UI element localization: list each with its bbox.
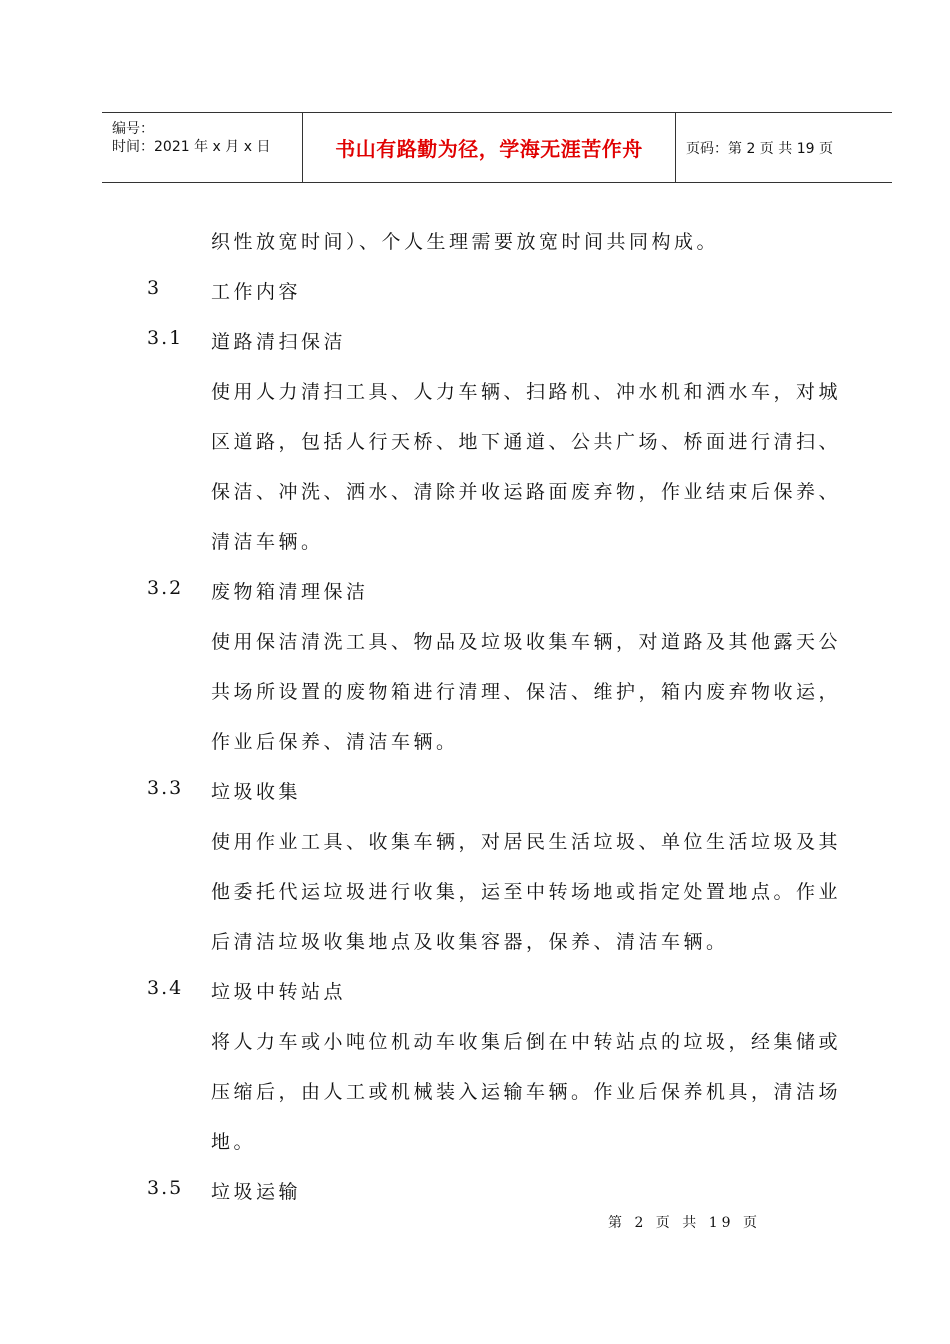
section-title: 垃圾中转站点 (211, 981, 347, 1003)
paragraph-line: 作业后保养、清洁车辆。 (211, 731, 459, 753)
section-number: 3.4 (147, 977, 184, 999)
paragraph-line: 压缩后，由人工或机械装入运输车辆。作业后保养机具，清洁场 (211, 1081, 842, 1103)
section-title: 工作内容 (211, 281, 302, 303)
motto-text: 书山有路勤为径，学海无涯苦作舟 (335, 137, 643, 161)
section-title: 道路清扫保洁 (211, 331, 347, 353)
section-number: 3 (147, 277, 162, 299)
section-title: 废物箱清理保洁 (211, 581, 369, 603)
section-number: 3.3 (147, 777, 184, 799)
section-title: 垃圾运输 (211, 1181, 302, 1203)
paragraph-line: 区道路，包括人行天桥、地下通道、公共广场、桥面进行清扫、 (211, 431, 842, 453)
time-label: 时间：2021 年 x 月 x 日 (112, 139, 271, 155)
section-title: 垃圾收集 (211, 781, 302, 803)
header-meta-cell (102, 113, 303, 182)
paragraph-line: 后清洁垃圾收集地点及收集容器，保养、清洁车辆。 (211, 931, 729, 953)
paragraph-line: 使用保洁清洗工具、物品及垃圾收集车辆，对道路及其他露天公 (211, 631, 842, 653)
section-number: 3.5 (147, 1177, 184, 1199)
serial-label: 编号： (112, 121, 154, 137)
page-info: 页码：第 2 页 共 19 页 (686, 140, 833, 157)
header-page-cell (676, 113, 892, 182)
paragraph-line: 他委托代运垃圾进行收集，运至中转场地或指定处置地点。作业 (211, 881, 842, 903)
document-header (102, 112, 892, 183)
header-motto-cell (303, 113, 676, 182)
paragraph-line: 保洁、冲洗、洒水、清除并收运路面废弃物，作业结束后保养、 (211, 481, 842, 503)
paragraph-line: 地。 (211, 1131, 257, 1153)
page-footer: 第 2 页 共 19 页 (608, 1215, 761, 1231)
paragraph-line: 将人力车或小吨位机动车收集后倒在中转站点的垃圾，经集储或 (211, 1031, 842, 1053)
section-number: 3.2 (147, 577, 184, 599)
paragraph-line: 使用人力清扫工具、人力车辆、扫路机、冲水机和洒水车，对城 (211, 381, 842, 403)
section-number: 3.1 (147, 327, 184, 349)
paragraph-line: 织性放宽时间）、个人生理需要放宽时间共同构成。 (211, 231, 720, 253)
paragraph-line: 共场所设置的废物箱进行清理、保洁、维护，箱内废弃物收运， (211, 681, 842, 703)
paragraph-line: 清洁车辆。 (211, 531, 324, 553)
paragraph-line: 使用作业工具、收集车辆，对居民生活垃圾、单位生活垃圾及其 (211, 831, 842, 853)
